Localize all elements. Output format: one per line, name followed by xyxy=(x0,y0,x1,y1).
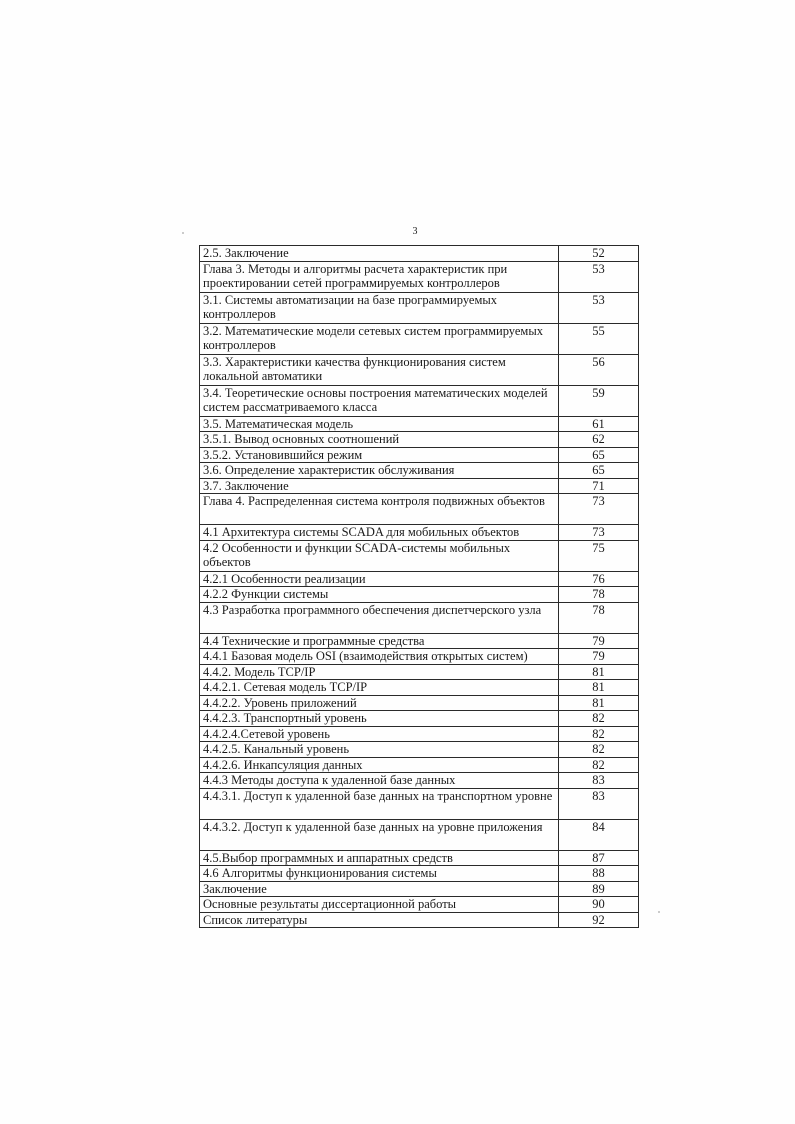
toc-page: 82 xyxy=(559,757,639,773)
toc-row xyxy=(200,261,639,292)
toc-page: 82 xyxy=(559,742,639,758)
toc-page: 78 xyxy=(559,602,639,633)
toc-row xyxy=(200,633,639,649)
page-number: 3 xyxy=(412,226,418,237)
toc-row xyxy=(200,416,639,432)
toc-row xyxy=(200,680,639,696)
toc-page: 53 xyxy=(559,292,639,323)
toc-page: 89 xyxy=(559,881,639,897)
scan-speck xyxy=(658,911,660,913)
toc-title: 4.4.2.5. Канальный уровень xyxy=(200,742,559,758)
toc-page: 73 xyxy=(559,525,639,541)
toc-page: 82 xyxy=(559,711,639,727)
toc-title: 4.4.3.2. Доступ к удаленной базе данных на уровне приложения xyxy=(200,819,559,850)
toc-title: 4.4.2.4.Сетевой уровень xyxy=(200,726,559,742)
toc-title: 4.2.2 Функции системы xyxy=(200,587,559,603)
toc-title: 2.5. Заключение xyxy=(200,246,559,262)
toc-title: 4.4.3 Методы доступа к удаленной базе данных xyxy=(200,773,559,789)
toc-row xyxy=(200,788,639,819)
toc-page: 62 xyxy=(559,432,639,448)
toc-row xyxy=(200,726,639,742)
toc-title: 3.4. Теоретические основы построения математических моделей систем рассматриваемого класса xyxy=(200,385,559,416)
toc-title: Заключение xyxy=(200,881,559,897)
toc-page: 55 xyxy=(559,323,639,354)
toc-row xyxy=(200,246,639,262)
toc-title: 4.4.2. Модель TCP/IP xyxy=(200,664,559,680)
toc-title: Список литературы xyxy=(200,912,559,928)
toc-page: 65 xyxy=(559,463,639,479)
toc-page: 59 xyxy=(559,385,639,416)
toc-title: 3.5.2. Установившийся режим xyxy=(200,447,559,463)
toc-title: Глава 4. Распределенная система контроля подвижных объектов xyxy=(200,494,559,525)
toc-title: 4.4.2.6. Инкапсуляция данных xyxy=(200,757,559,773)
toc-title: 4.4.3.1. Доступ к удаленной базе данных на транспортном уровне xyxy=(200,788,559,819)
toc-row xyxy=(200,695,639,711)
toc-title: Глава 3. Методы и алгоритмы расчета характеристик при проектировании сетей программируемых контроллеров xyxy=(200,261,559,292)
toc-page: 84 xyxy=(559,819,639,850)
toc-page: 87 xyxy=(559,850,639,866)
toc-page: 52 xyxy=(559,246,639,262)
toc-title: 3.2. Математические модели сетевых систем программируемых контроллеров xyxy=(200,323,559,354)
toc-row xyxy=(200,711,639,727)
toc-title: 4.4.2.2. Уровень приложений xyxy=(200,695,559,711)
toc-row xyxy=(200,540,639,571)
toc-page: 75 xyxy=(559,540,639,571)
toc-title: 4.2 Особенности и функции SCADA-системы мобильных объектов xyxy=(200,540,559,571)
toc-title: 4.5.Выбор программных и аппаратных средств xyxy=(200,850,559,866)
toc-row xyxy=(200,866,639,882)
toc-row xyxy=(200,649,639,665)
toc-row xyxy=(200,587,639,603)
toc-page: 88 xyxy=(559,866,639,882)
toc-page: 79 xyxy=(559,649,639,665)
toc-page: 71 xyxy=(559,478,639,494)
toc-page: 83 xyxy=(559,773,639,789)
toc-row xyxy=(200,912,639,928)
toc-row xyxy=(200,385,639,416)
toc-title: 4.4.2.3. Транспортный уровень xyxy=(200,711,559,727)
toc-row xyxy=(200,850,639,866)
toc-title: 3.3. Характеристики качества функционирования систем локальной автоматики xyxy=(200,354,559,385)
toc-title: 3.5.1. Вывод основных соотношений xyxy=(200,432,559,448)
toc-title: 3.6. Определение характеристик обслуживания xyxy=(200,463,559,479)
toc-title: 4.4.2.1. Сетевая модель TCP/IP xyxy=(200,680,559,696)
toc-row xyxy=(200,432,639,448)
toc-row xyxy=(200,602,639,633)
scan-speck xyxy=(182,232,184,234)
toc-row xyxy=(200,323,639,354)
toc-row xyxy=(200,773,639,789)
toc-page: 73 xyxy=(559,494,639,525)
toc-page: 81 xyxy=(559,664,639,680)
toc-title: 4.3 Разработка программного обеспечения диспетчерского узла xyxy=(200,602,559,633)
toc-body xyxy=(200,246,639,928)
toc-row xyxy=(200,757,639,773)
toc-row xyxy=(200,447,639,463)
toc-row xyxy=(200,819,639,850)
toc-title: 4.4.1 Базовая модель OSI (взаимодействия открытых систем) xyxy=(200,649,559,665)
toc-title: 4.1 Архитектура системы SCADA для мобильных объектов xyxy=(200,525,559,541)
toc-title: 4.6 Алгоритмы функционирования системы xyxy=(200,866,559,882)
toc-page: 81 xyxy=(559,695,639,711)
toc-row xyxy=(200,478,639,494)
toc-title: 4.2.1 Особенности реализации xyxy=(200,571,559,587)
toc-row xyxy=(200,354,639,385)
toc-title: 4.4 Технические и программные средства xyxy=(200,633,559,649)
toc-page: 61 xyxy=(559,416,639,432)
toc-row xyxy=(200,897,639,913)
toc-page: 53 xyxy=(559,261,639,292)
toc-title: Основные результаты диссертационной работы xyxy=(200,897,559,913)
toc-page: 79 xyxy=(559,633,639,649)
toc-row xyxy=(200,571,639,587)
toc-row xyxy=(200,463,639,479)
toc-row xyxy=(200,881,639,897)
toc-row xyxy=(200,664,639,680)
toc-page: 81 xyxy=(559,680,639,696)
toc-page: 78 xyxy=(559,587,639,603)
toc-page: 82 xyxy=(559,726,639,742)
toc-row xyxy=(200,292,639,323)
toc-row xyxy=(200,494,639,525)
toc-row xyxy=(200,742,639,758)
toc-page: 83 xyxy=(559,788,639,819)
toc-title: 3.7. Заключение xyxy=(200,478,559,494)
toc-row xyxy=(200,525,639,541)
toc-title: 3.5. Математическая модель xyxy=(200,416,559,432)
toc-page: 56 xyxy=(559,354,639,385)
toc-page: 65 xyxy=(559,447,639,463)
toc-page: 92 xyxy=(559,912,639,928)
toc-page: 90 xyxy=(559,897,639,913)
toc-page: 76 xyxy=(559,571,639,587)
table-of-contents xyxy=(199,245,639,928)
toc-title: 3.1. Системы автоматизации на базе программируемых контроллеров xyxy=(200,292,559,323)
